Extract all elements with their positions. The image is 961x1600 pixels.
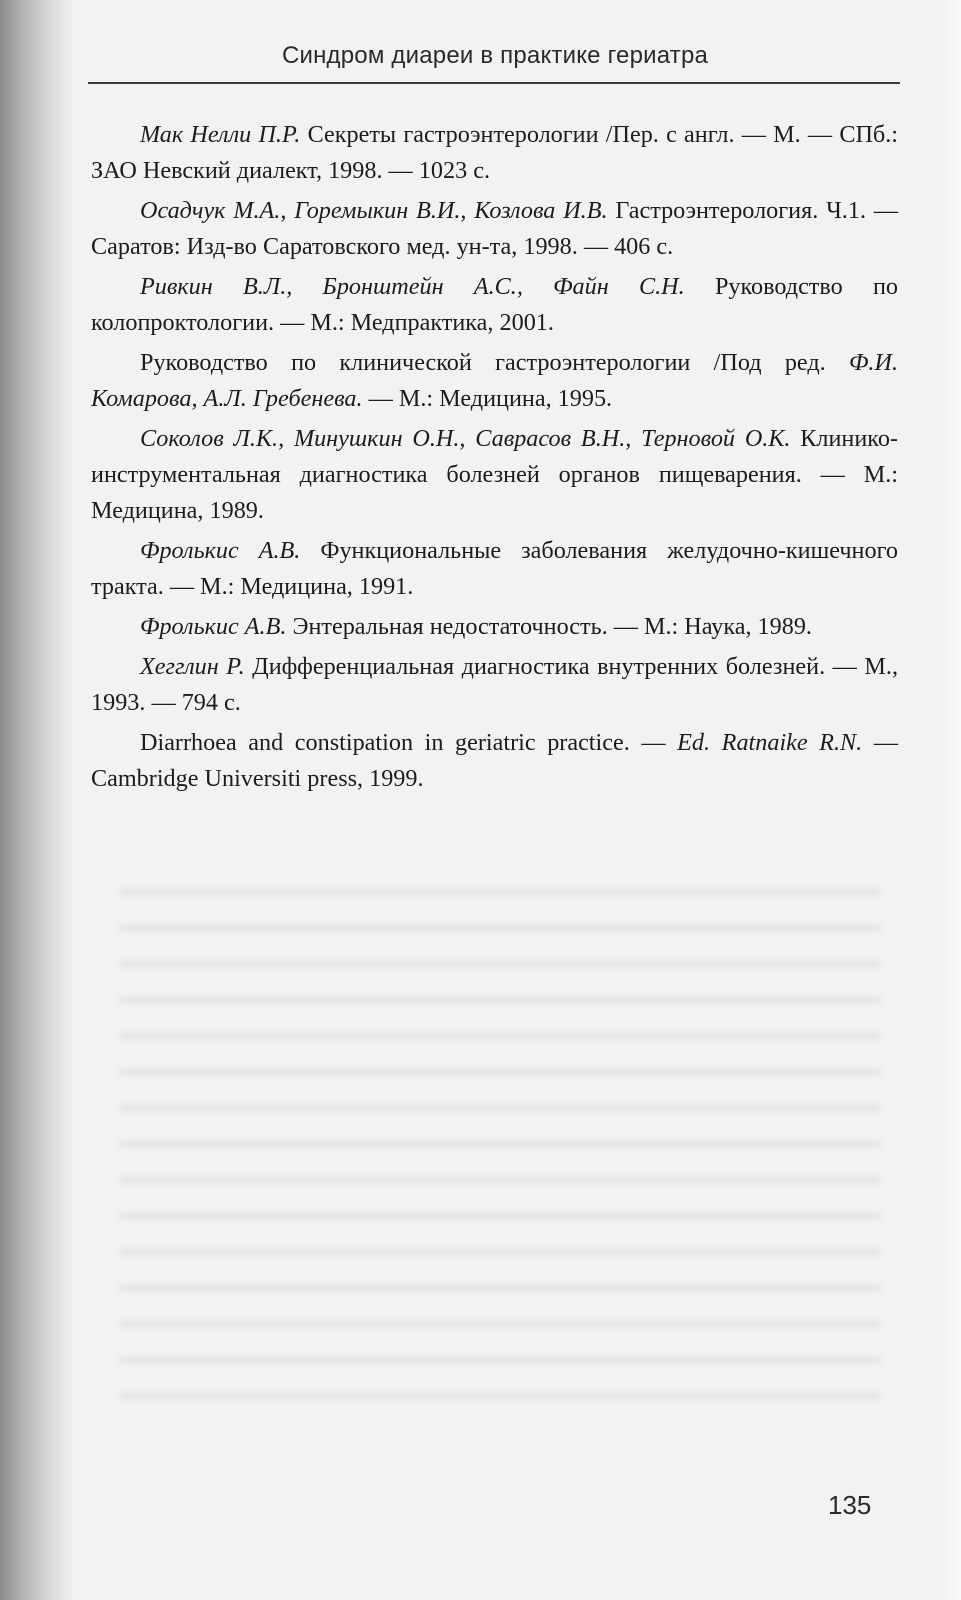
reference-authors: Хегглин Р. [140, 653, 245, 680]
reference-item [91, 609, 898, 645]
header-rule [88, 82, 900, 84]
reference-editors: Ф.И. Комарова, А.Л. Гребенева. [91, 349, 898, 412]
reference-text: Клинико-инструментальная диагностика болезней органов пищеварения. — М.: Медицина, 1989. [91, 425, 898, 524]
reference-item [91, 421, 898, 529]
reference-text: Руководство по клинической гастроэнтерологии /Под ред. [140, 349, 849, 376]
reference-item [91, 117, 898, 189]
reference-authors: Осадчук М.А., Горемыкин В.И., Козлова И.В. [140, 197, 608, 224]
running-title: Синдром диареи в практике гериатра [281, 42, 709, 69]
reference-item [91, 269, 898, 341]
reference-authors: Мак Нелли П.Р. [140, 121, 301, 148]
reference-authors: Фролькис А.В. [140, 537, 301, 564]
reference-text: — Cambridge Universiti press, 1999. [91, 729, 899, 792]
reference-item [91, 533, 898, 605]
reference-item [91, 649, 898, 721]
reference-text: — М.: Медицина, 1995. [362, 385, 613, 412]
reference-text: Дифференциальная диагностика внутренних болезней. — М., 1993. — 794 с. [91, 653, 898, 716]
reference-item [91, 345, 898, 417]
show-through-text [120, 860, 880, 1420]
reference-text: Гастроэнтерология. Ч.1. — Саратов: Изд-во Саратовского мед. ун-та, 1998. — 406 с. [91, 197, 898, 260]
reference-text: Diarrhoea and constipation in geriatric practice. — [140, 729, 678, 756]
reference-authors: Ривкин В.Л., Бронштейн А.С., Файн С.Н. [140, 273, 685, 300]
reference-authors: Фролькис А.В. [140, 613, 287, 640]
reference-text: Энтеральная недостаточность. — М.: Наука, 1989. [286, 613, 812, 640]
reference-list [91, 117, 898, 801]
reference-editors: Ed. Ratnaike R.N. [677, 729, 863, 756]
reference-text: Секреты гастроэнтерологии /Пер. с англ. — М. — СПб.: ЗАО Невский диалект, 1998. — 1023 с. [91, 121, 898, 184]
reference-text: Руководство по колопроктологии. — М.: Медпрактика, 2001. [91, 273, 899, 336]
reference-item [91, 725, 898, 797]
reference-authors: Соколов Л.К., Минушкин О.Н., Саврасов В.Н., Терновой О.К. [140, 425, 791, 452]
reference-text: Функциональные заболевания желудочно-кишечного тракта. — М.: Медицина, 1991. [91, 537, 898, 600]
page-number: 135 [828, 1490, 872, 1520]
reference-item [91, 193, 898, 265]
page-edge [943, 0, 961, 1600]
book-spine-shadow [0, 0, 75, 1600]
